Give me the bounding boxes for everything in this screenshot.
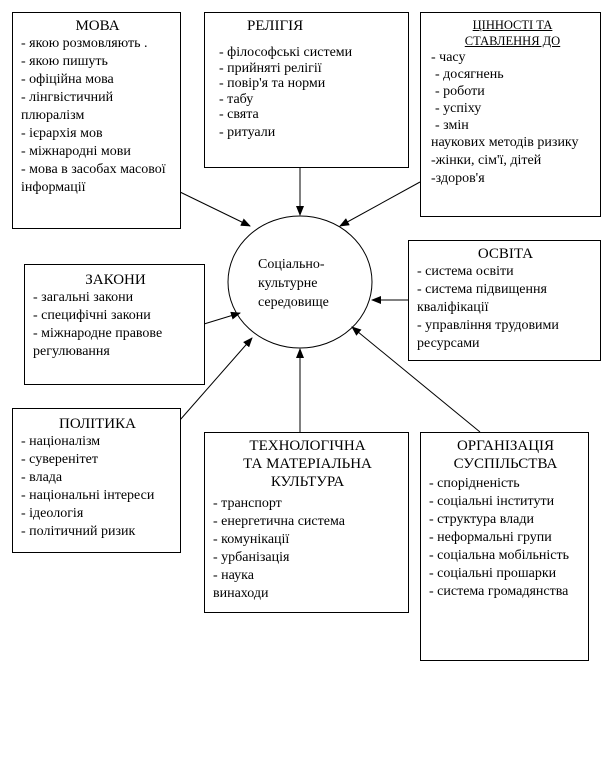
list-item: - міжнародні мови	[21, 144, 131, 159]
box-osvita-title: ОСВІТА	[477, 246, 534, 262]
list-item: - загальні закони	[33, 290, 134, 305]
list-item: - свята	[219, 107, 259, 122]
list-item: - управління трудовими ресурсами	[417, 318, 559, 351]
list-item: - мова в засобах масової інформації	[21, 162, 166, 195]
box-polityka	[12, 408, 181, 553]
box-osvita-list	[417, 263, 594, 353]
box-zakony-list	[33, 289, 198, 361]
list-item: -здоров'я	[431, 171, 485, 186]
box-mova-list	[21, 35, 174, 197]
list-item: - філософські системи	[219, 45, 353, 60]
list-item: - якою розмовляють .	[21, 36, 148, 51]
box-tekhnolohiya-list	[213, 495, 402, 603]
list-item: - роботи	[435, 84, 485, 99]
list-item: - ієрархія мов	[21, 126, 103, 141]
center-line-2: культурне	[258, 276, 318, 291]
list-item: - комунікації	[213, 532, 290, 547]
list-item: - урбанізація	[213, 550, 290, 565]
list-item: - прийняті релігії	[219, 60, 322, 76]
list-item: - табу	[219, 91, 254, 107]
list-item: - система підвищення кваліфікації	[417, 282, 547, 315]
arrow-tsinnosti	[340, 182, 420, 226]
list-item: - спорідненість	[429, 476, 520, 491]
list-item: - досягнень	[435, 67, 504, 82]
list-item: - національні інтереси	[21, 488, 155, 503]
list-item: винаходи	[213, 586, 269, 601]
center-line-3: середовище	[258, 295, 329, 310]
arrow-mova	[180, 192, 250, 226]
box-zakony-title: ЗАКОНИ	[85, 272, 146, 288]
list-item: - політичний ризик	[21, 524, 136, 539]
box-religiya-list	[219, 45, 402, 140]
box-tekhnolohiya-title-2: ТА МАТЕРІАЛЬНА	[243, 456, 372, 472]
list-item: наукових методів ризику	[431, 135, 579, 150]
box-tsinnosti-list	[431, 49, 594, 188]
list-item: - лінгвістичний плюралізм	[21, 90, 114, 123]
list-item: - структура влади	[429, 512, 534, 527]
list-item: - специфічні закони	[33, 308, 151, 323]
box-orhanizatsiya-title-1: ОРГАНІЗАЦІЯ	[456, 438, 555, 454]
list-item: - часу	[431, 50, 466, 65]
box-osvita	[408, 240, 601, 361]
box-mova	[12, 12, 181, 229]
box-orhanizatsiya	[420, 432, 589, 661]
list-item: - соціальні прошарки	[429, 566, 557, 581]
list-item: - успіху	[435, 101, 482, 116]
box-orhanizatsiya-list	[429, 475, 582, 601]
center-line-1: Соціально-	[258, 257, 325, 272]
box-polityka-list	[21, 433, 174, 541]
list-item: - неформальні групи	[429, 530, 552, 545]
box-tsinnosti	[420, 12, 601, 217]
list-item: - якою пишуть	[21, 54, 108, 69]
list-item: - ритуали	[219, 124, 276, 140]
box-religiya-title: РЕЛІГІЯ	[247, 18, 304, 34]
list-item: - транспорт	[213, 496, 282, 511]
list-item: - націоналізм	[21, 434, 101, 449]
list-item: - соціальні інститути	[429, 494, 555, 509]
box-tekhnolohiya-title-3: КУЛЬТУРА	[270, 474, 345, 490]
list-item: - повір'я та норми	[219, 76, 326, 91]
box-zakony	[24, 264, 205, 385]
box-tekhnolohiya	[204, 432, 409, 613]
box-orhanizatsiya-title-2: СУСПІЛЬСТВА	[453, 456, 558, 472]
box-polityka-title: ПОЛІТИКА	[59, 416, 136, 432]
box-tekhnolohiya-title-1: ТЕХНОЛОГІЧНА	[249, 438, 366, 454]
list-item: - офіційна мова	[21, 72, 114, 87]
list-item: -жінки, сім'ї, дітей	[431, 153, 542, 168]
list-item: - ідеологія	[21, 506, 84, 521]
box-religiya	[204, 12, 409, 168]
list-item: - система громадянства	[429, 584, 569, 599]
list-item: - влада	[21, 470, 63, 485]
box-tsinnosti-title-1: ЦІННОСТІ ТА	[472, 18, 553, 32]
arrow-zakony	[204, 313, 240, 324]
box-mova-title: МОВА	[75, 18, 120, 34]
box-tsinnosti-title-2: СТАВЛЕННЯ ДО	[464, 34, 561, 48]
list-item: - система освіти	[417, 264, 514, 279]
list-item: - змін	[435, 118, 469, 133]
list-item: - наука	[213, 568, 254, 583]
list-item: - суверенітет	[21, 452, 98, 467]
list-item: - соціальна мобільність	[429, 548, 570, 563]
list-item: - міжнародне правове регулювання	[33, 326, 163, 359]
center-label	[258, 255, 368, 312]
list-item: - енергетична система	[213, 514, 345, 529]
